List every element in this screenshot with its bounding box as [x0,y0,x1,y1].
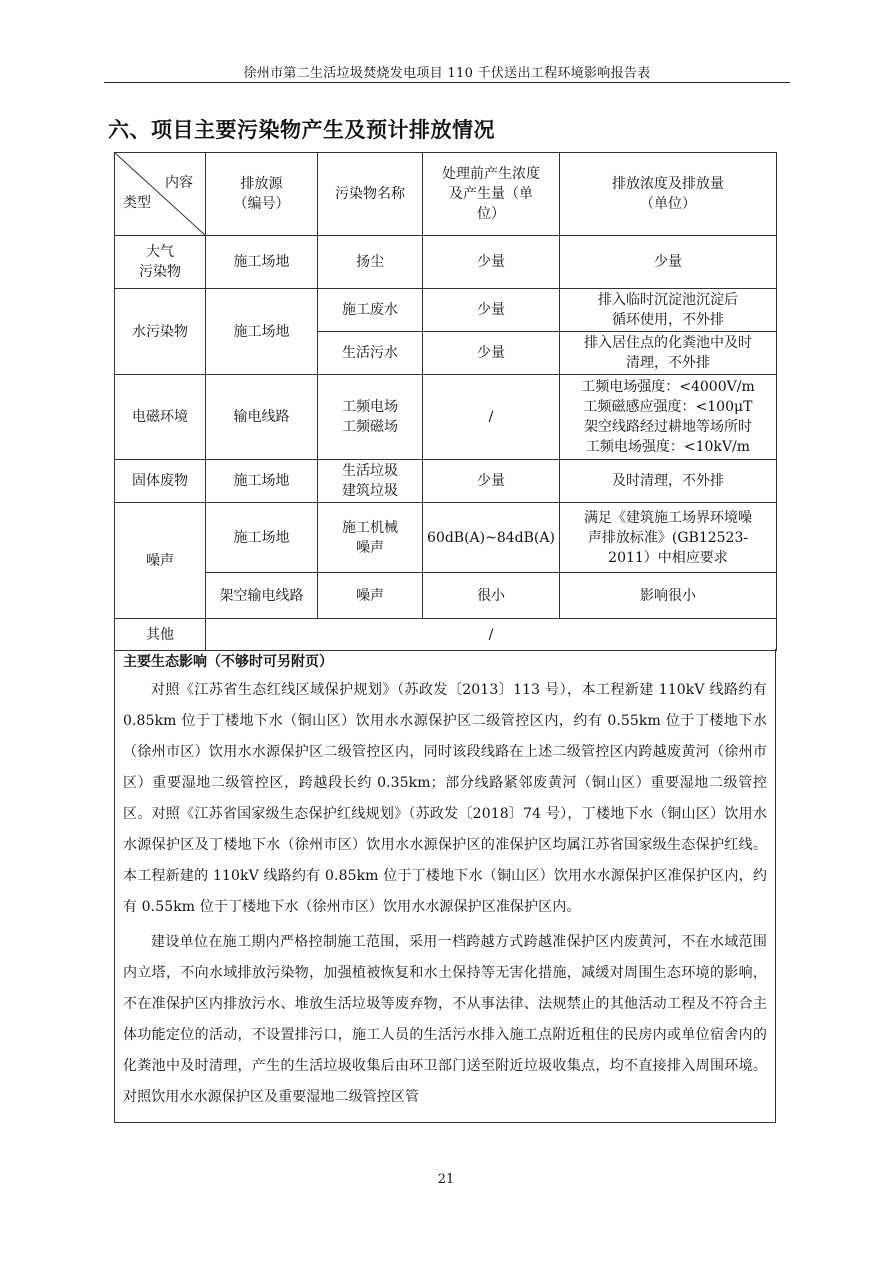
pollutant-cell: 工频电场 工频磁场 [318,375,423,460]
type-water: 水污染物 [115,289,206,375]
after-cell: 及时清理，不外排 [560,460,777,503]
before-cell: 少量 [423,236,560,289]
pollutant-cell: 扬尘 [318,236,423,289]
table-row-air [115,236,777,289]
table-row-other [115,619,777,651]
page-header: 徐州市第二生活垃圾焚烧发电项目 110 千伏送出工程环境影响报告表 [243,66,651,81]
pollutant-cell: 生活污水 [318,332,423,375]
table-row-water-1 [115,289,777,332]
header-content-label: 内容 [165,175,193,191]
before-cell: 少量 [423,332,560,375]
before-cell: 少量 [423,289,560,332]
source-cell: 施工场地 [206,236,318,289]
after-cell: 排入居住点的化粪池中及时 清理，不外排 [560,332,777,375]
pollutant-cell: 施工机械 噪声 [318,503,423,573]
pollutant-cell: 噪声 [318,573,423,619]
table-row-noise-2 [115,573,777,619]
page-number: 21 [437,1172,455,1187]
after-cell: 满足《建筑施工场界环境噪 声排放标准》(GB12523- 2011）中相应要求 [560,503,777,573]
type-em: 电磁环境 [115,375,206,460]
ecology-box [114,649,776,1123]
other-value: / [206,619,777,651]
ecology-title: 主要生态影响（不够时可另附页） [123,654,333,670]
after-cell: 影响很小 [560,573,777,619]
table-row-em [115,375,777,460]
before-cell: 60dB(A)~84dB(A) [423,503,560,573]
before-cell: 很小 [423,573,560,619]
pollutant-cell: 生活垃圾 建筑垃圾 [318,460,423,503]
table-row-noise-1 [115,503,777,573]
source-cell: 施工场地 [206,289,318,375]
header-source: 排放源 （编号） [206,153,318,236]
source-cell: 输电线路 [206,375,318,460]
source-cell: 架空输电线路 [206,573,318,619]
type-other: 其他 [115,619,206,651]
header-type-label: 类型 [123,195,151,211]
pollutant-cell: 施工废水 [318,289,423,332]
type-noise: 噪声 [115,503,206,619]
pollutant-table [114,152,777,651]
before-cell: / [423,375,560,460]
ecology-paragraph-1: 对照《江苏省生态红线区域保护规划》（苏政发〔2013〕113 号），本工程新建 110kV 线路约有 0.85km 位于丁楼地下水（铜山区）饮用水水源保护区二级管控区内，约有 0.55km 位于丁楼地下水（徐州市区）饮用水水源保护区二级管控区内，同时该段线路在上述二级管控区内跨越废黄河（徐州市区）重要湿地二级管控区，跨越段长约 0.35km；部分线路紧邻废黄河（铜山区）重要湿地二级管控区。对照《江苏省国家级生态保护红线规划》（苏政发〔2018〕74 号），丁楼地下水（铜山区）饮用水水源保护区及丁楼地下水（徐州市区）饮用水水源保护区的准保护区均属江苏省国家级生态保护红线。本工程新建的 110kV 线路约有 0.85km 位于丁楼地下水（铜山区）饮用水水源保护区准保护区内，约有 0.55km 位于丁楼地下水（徐州市区）饮用水水源保护区准保护区内。 [123,682,767,915]
table-header-row [115,153,777,236]
section-title: 六、项目主要污染物产生及预计排放情况 [108,118,495,142]
ecology-paragraph-2: 建设单位在施工期内严格控制施工范围，采用一档跨越方式跨越准保护区内废黄河，不在水域范围内立塔，不向水域排放污染物，加强植被恢复和水土保持等无害化措施，减缓对周围生态环境的影响，不在准保护区内排放污水、堆放生活垃圾等废弃物，不从事法律、法规禁止的其他活动工程及不符合主体功能定位的活动，不设置排污口，施工人员的生活污水排入施工点附近租住的民房内或单位宿舍内的化粪池中及时清理，产生的生活垃圾收集后由环卫部门送至附近垃圾收集点，均不直接排入周围环境。对照饮用水水源保护区及重要湿地二级管控区管 [123,934,767,1105]
header-after: 排放浓度及排放量 （单位） [560,153,777,236]
after-cell: 排入临时沉淀池沉淀后 循环使用，不外排 [560,289,777,332]
source-cell: 施工场地 [206,503,318,573]
type-solid: 固体废物 [115,460,206,503]
before-cell: 少量 [423,460,560,503]
source-cell: 施工场地 [206,460,318,503]
after-cell: 少量 [560,236,777,289]
after-cell: 工频电场强度：<4000V/m 工频磁感应强度：<100μT 架空线路经过耕地等场所时 工频电场强度：<10kV/m [560,375,777,460]
table-row-solid [115,460,777,503]
diagonal-header-cell [115,153,206,236]
header-before: 处理前产生浓度 及产生量（单 位） [423,153,560,236]
header-rule [104,82,790,83]
type-air: 大气 污染物 [115,236,206,289]
header-pollutant: 污染物名称 [318,153,423,236]
